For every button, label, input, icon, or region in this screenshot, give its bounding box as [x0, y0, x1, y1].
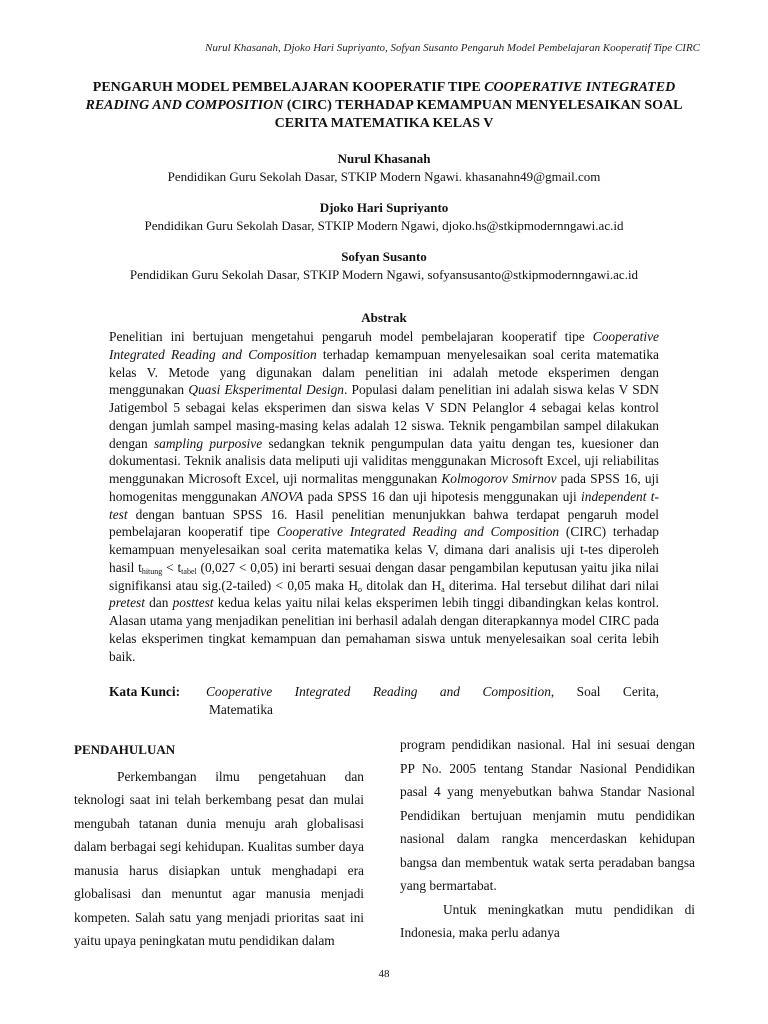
author-name: Djoko Hari Supriyanto — [319, 200, 449, 215]
abstract-italic: Cooperative Integrated Reading and Composition — [276, 524, 560, 540]
abstract-text: (0,027 < 0,05) ini berarti sesuai dengan dasar pengambilan keputusan yaitu jika nilai signifikansi atau sig.(2-tailed) < 0,05 maka H — [109, 559, 660, 593]
abstract-text: dengan bantuan SPSS 16. Hasil penelitian menunjukkan bahwa terdapat pengaruh model pembelajaran kooperatif tipe — [109, 506, 659, 540]
keywords-italic: Cooperative Integrated Reading and Composition — [206, 684, 551, 699]
keywords-line-2: Matematika — [209, 701, 273, 717]
subscript-hitung: hitung — [141, 566, 163, 576]
abstract-text: ditolak dan H — [362, 577, 442, 593]
abstract-text: pada SPSS 16, uji homogenitas menggunakan — [109, 471, 659, 504]
keywords-label: Kata Kunci: — [109, 684, 181, 699]
abstract-italic: posttest — [172, 595, 214, 611]
title-part-2: COOPERATIVE INTEGRATED READING AND COMPOSITION — [85, 80, 676, 113]
author-2 — [60, 199, 708, 235]
subscript-o: o — [358, 584, 363, 594]
abstract-body — [109, 328, 659, 665]
right-column — [400, 733, 695, 945]
author-name: Sofyan Susanto — [341, 249, 427, 264]
section-heading: PENDAHULUAN — [74, 742, 176, 757]
abstract-text: . Populasi dalam penelitian ini adalah siswa kelas V SDN Jatigembol 5 sebagai kelas eksperimen dan siswa kelas V SDN Pelanglor 4 sebagai kelas kontrol dengan jumlah sampel masing-masing kelas adalah 12 siswa. Teknik pengambilan sampel dilakukan dengan — [109, 382, 659, 451]
title-part-1: PENGARUH MODEL PEMBELAJARAN KOOPERATIF TIPE — [92, 80, 485, 95]
keywords-text — [206, 683, 659, 701]
abstract-italic: sampling purposive — [153, 435, 263, 451]
subscript-tabel: tabel — [181, 566, 197, 576]
abstract-text: Penelitian ini bertujuan mengetahui pengaruh model pembelajaran kooperatif tipe — [109, 329, 593, 344]
author-affiliation: Pendidikan Guru Sekolah Dasar, STKIP Modern Ngawi. khasanahn49@gmail.com — [167, 169, 601, 184]
abstract-italic: ANOVA — [261, 488, 304, 504]
paragraph: Untuk meningkatkan mutu pendidikan di Indonesia, maka perlu adanya — [400, 901, 695, 940]
abstract-heading: Abstrak — [361, 310, 407, 325]
abstract-italic: independent t-test — [109, 488, 659, 522]
abstract-text: sedangkan teknik pengumpulan data yaitu dengan tes, kuesioner dan dokumentasi. Teknik analisis data meliputi uji validitas menggunakan Microsoft Excel, uji reliabilitas menggunakan Microsoft Excel, uji normalitas menggunakan — [109, 435, 659, 486]
abstract-italic: Quasi Eksperimental Design — [188, 382, 344, 398]
page-number: 48 — [378, 968, 390, 980]
paper-title — [80, 79, 688, 133]
abstract-text: kedua kelas yaitu nilai kelas eksperimen lebih tinggi dibandingkan kelas kontrol. Alasan utama yang menjadikan penelitian ini berhasil adalah dengan diterapkannya model CIRC pada kelas eksperimen tingkat kemampuan dan pemahaman siswa untuk menyelesaikan soal cerita lebih baik. — [109, 595, 660, 664]
author-3 — [60, 248, 708, 284]
author-1 — [60, 150, 708, 186]
abstract-italic: Cooperative Integrated Reading and Composition — [109, 329, 659, 362]
abstract-text: (CIRC) terhadap kemampuan menyelesaikan soal cerita matematika kelas V, dimana dari analisis uji t-tes diperoleh hasil t — [109, 524, 659, 575]
subscript-a: a — [441, 584, 445, 594]
author-name: Nurul Khasanah — [337, 151, 431, 166]
paragraph: Perkembangan ilmu pengetahuan dan teknologi saat ini telah berkembang pesat dan mulai mengubah tatanan dunia menuju arah globalisasi dalam berbagai segi kehidupan. Kualitas sumber daya manusia harus disiapkan untuk menghadapi era globalisasi dan menuntut agar manusia menjadi kompeten. Salah satu yang menjadi prioritas saat ini yaitu upaya peningkatan mutu pendidikan dalam — [74, 768, 364, 948]
abstract-text: dan — [144, 595, 173, 611]
keywords-rest: , Soal Cerita, — [550, 684, 659, 699]
running-header: Nurul Khasanah, Djoko Hari Supriyanto, Sofyan Susanto Pengaruh Model Pembelajaran Kooperatif Tipe CIRC — [205, 42, 700, 54]
author-affiliation: Pendidikan Guru Sekolah Dasar, STKIP Modern Ngawi, sofyansusanto@stkipmodernngawi.ac.id — [129, 267, 639, 282]
abstract-text: < t — [162, 559, 182, 575]
abstract-italic: pretest — [109, 595, 145, 611]
left-column — [74, 738, 364, 953]
abstract-text: pada SPSS 16 dan uji hipotesis menggunakan uji — [303, 488, 582, 504]
title-part-3: (CIRC) TERHADAP KEMAMPUAN MENYELESAIKAN SOAL CERITA MATEMATIKA KELAS V — [274, 98, 683, 131]
abstract-italic: Kolmogorov Smirnov — [441, 471, 557, 486]
abstract-text: terhadap kemampuan menyelesaikan soal cerita matematika kelas V. Metode yang digunakan dalam penelitian ini adalah metode eksperimen dengan menggunakan — [109, 346, 659, 398]
abstract-text: diterima. Hal tersebut dilihat dari nilai — [444, 577, 659, 593]
author-affiliation: Pendidikan Guru Sekolah Dasar, STKIP Modern Ngawi, djoko.hs@stkipmodernngawi.ac.id — [144, 218, 624, 233]
keywords — [109, 683, 659, 719]
paragraph: program pendidikan nasional. Hal ini sesuai dengan PP No. 2005 tentang Standar Nasional Pendidikan pasal 4 yang menyebutkan bahwa Standar Nasional Pendidikan bertujuan menjamin mutu pendidikan nasional dalam rangka mencerdaskan kehidupan bangsa dan membentuk watak serta peradaban bangsa yang bermartabat. — [400, 737, 695, 893]
